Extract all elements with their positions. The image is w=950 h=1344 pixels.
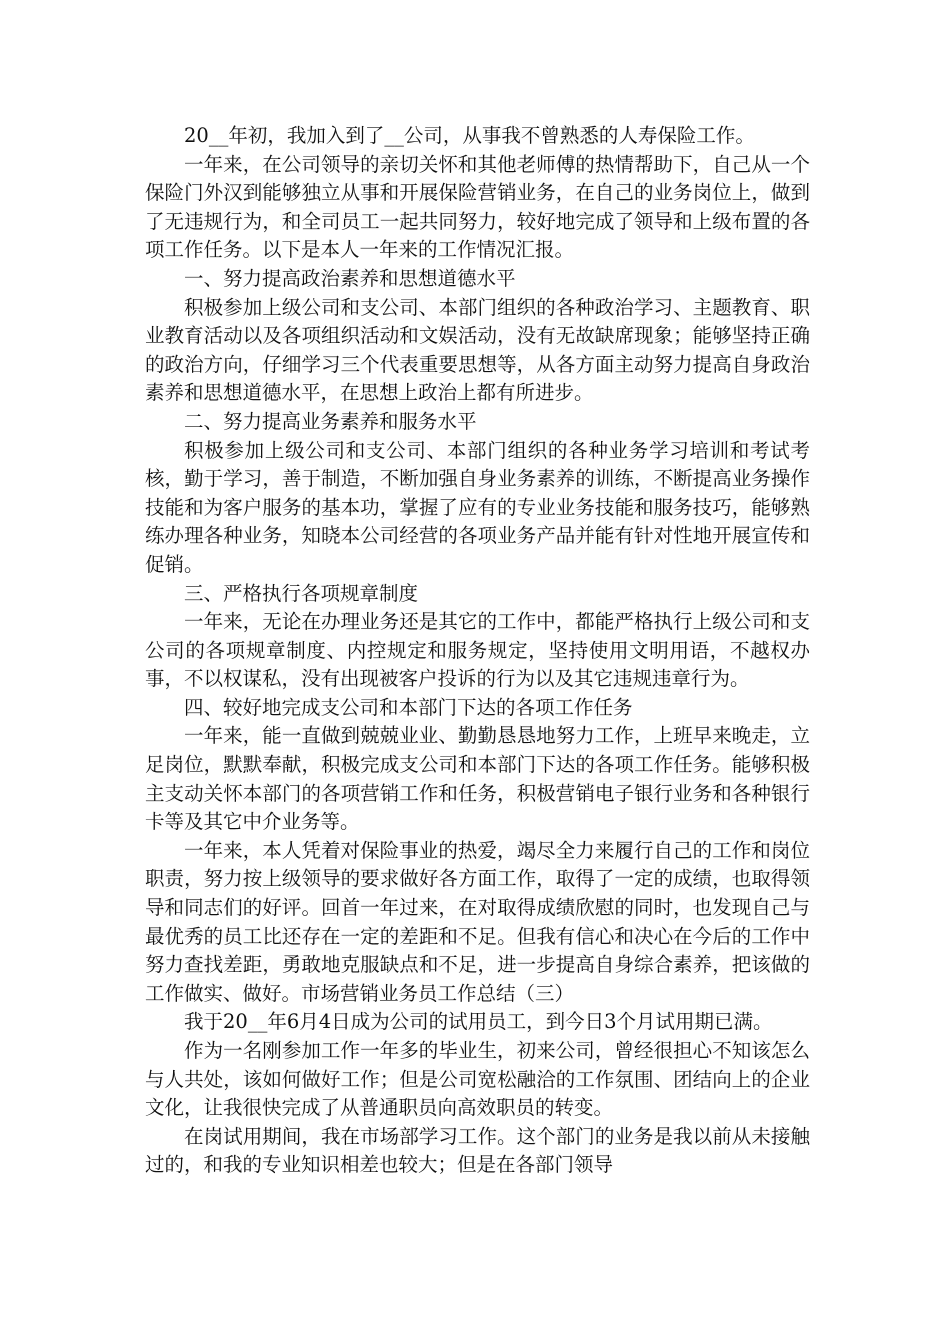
paragraph-section-3: 一年来，无论在办理业务还是其它的工作中，都能严格执行上级公司和支公司的各项规章制度、内控规定和服务规定，坚持使用文明用语，不越权办事，不以权谋私，没有出现被客户投诉的行为以及其它违规违章行为。 [145,610,810,691]
paragraph-section-2: 积极参加上级公司和支公司、本部门组织的各种业务学习培训和考试考核，勤于学习，善于制造，不断加强自身业务素养的训练，不断提高业务操作技能和为客户服务的基本功，掌握了应有的专业业务技能和服务技巧，能够熟练办理各种业务，知晓本公司经营的各项业务产品并能有针对性地开展宣传和促销。 [145,438,810,576]
paragraph-new-graduate: 作为一名刚参加工作一年多的毕业生，初来公司，曾经很担心不知该怎么与人共处，该如何做好工作；但是公司宽松融洽的工作氛围、团结向上的企业文化，让我很快完成了从普通职员向高效职员的转变。 [145,1039,810,1120]
paragraph-summary: 一年来，本人凭着对保险事业的热爱，竭尽全力来履行自己的工作和岗位职责，努力按上级领导的要求做好各方面工作，取得了一定的成绩，也取得领导和同志们的好评。回首一年过来，在对取得成绩欣慰的同时，也发现自己与最优秀的员工比还存在一定的差距和不足。但我有信心和决心在今后的工作中努力查找差距，勇敢地克服缺点和不足，进一步提高自身综合素养，把该做的工作做实、做好。市场营销业务员工作总结（三） [145,838,810,1005]
heading-section-4: 四、较好地完成支公司和本部门下达的各项工作任务 [184,695,633,719]
heading-section-2: 二、努力提高业务素养和服务水平 [184,409,477,433]
paragraph-section-4: 一年来，能一直做到兢兢业业、勤勤恳恳地努力工作，上班早来晚走，立足岗位，默默奉献，积极完成支公司和本部门下达的各项工作任务。能够积极主支动关怀本部门的各项营销工作和任务，积极营销电子银行业务和各种银行卡等及其它中介业务等。 [145,724,810,834]
paragraph-probation-start: 我于20__年6月4日成为公司的试用员工，到今日3个月试用期已满。 [184,1010,773,1034]
paragraph-overview: 一年来，在公司领导的亲切关怀和其他老师傅的热情帮助下，自己从一个保险门外汉到能够独立从事和开展保险营销业务，在自己的业务岗位上，做到了无违规行为，和全司员工一起共同努力，较好地完成了领导和上级布置的各项工作任务。以下是本人一年来的工作情况汇报。 [145,152,810,262]
document-body [145,122,810,1180]
heading-section-1: 一、努力提高政治素养和思想道德水平 [184,266,516,290]
paragraph-marketing-dept: 在岗试用期间，我在市场部学习工作。这个部门的业务是我以前从未接触过的，和我的专业知识相差也较大；但是在各部门领导 [145,1124,810,1177]
heading-section-3: 三、严格执行各项规章制度 [184,581,419,605]
paragraph-intro: 20__年初，我加入到了__公司，从事我不曾熟悉的人寿保险工作。 [184,124,755,147]
paragraph-section-1: 积极参加上级公司和支公司、本部门组织的各种政治学习、主题教育、职业教育活动以及各项组织活动和文娱活动，没有无故缺席现象；能够坚持正确的政治方向，仔细学习三个代表重要思想等，从各方面主动努力提高自身政治素养和思想道德水平，在思想上政治上都有所进步。 [145,295,810,405]
